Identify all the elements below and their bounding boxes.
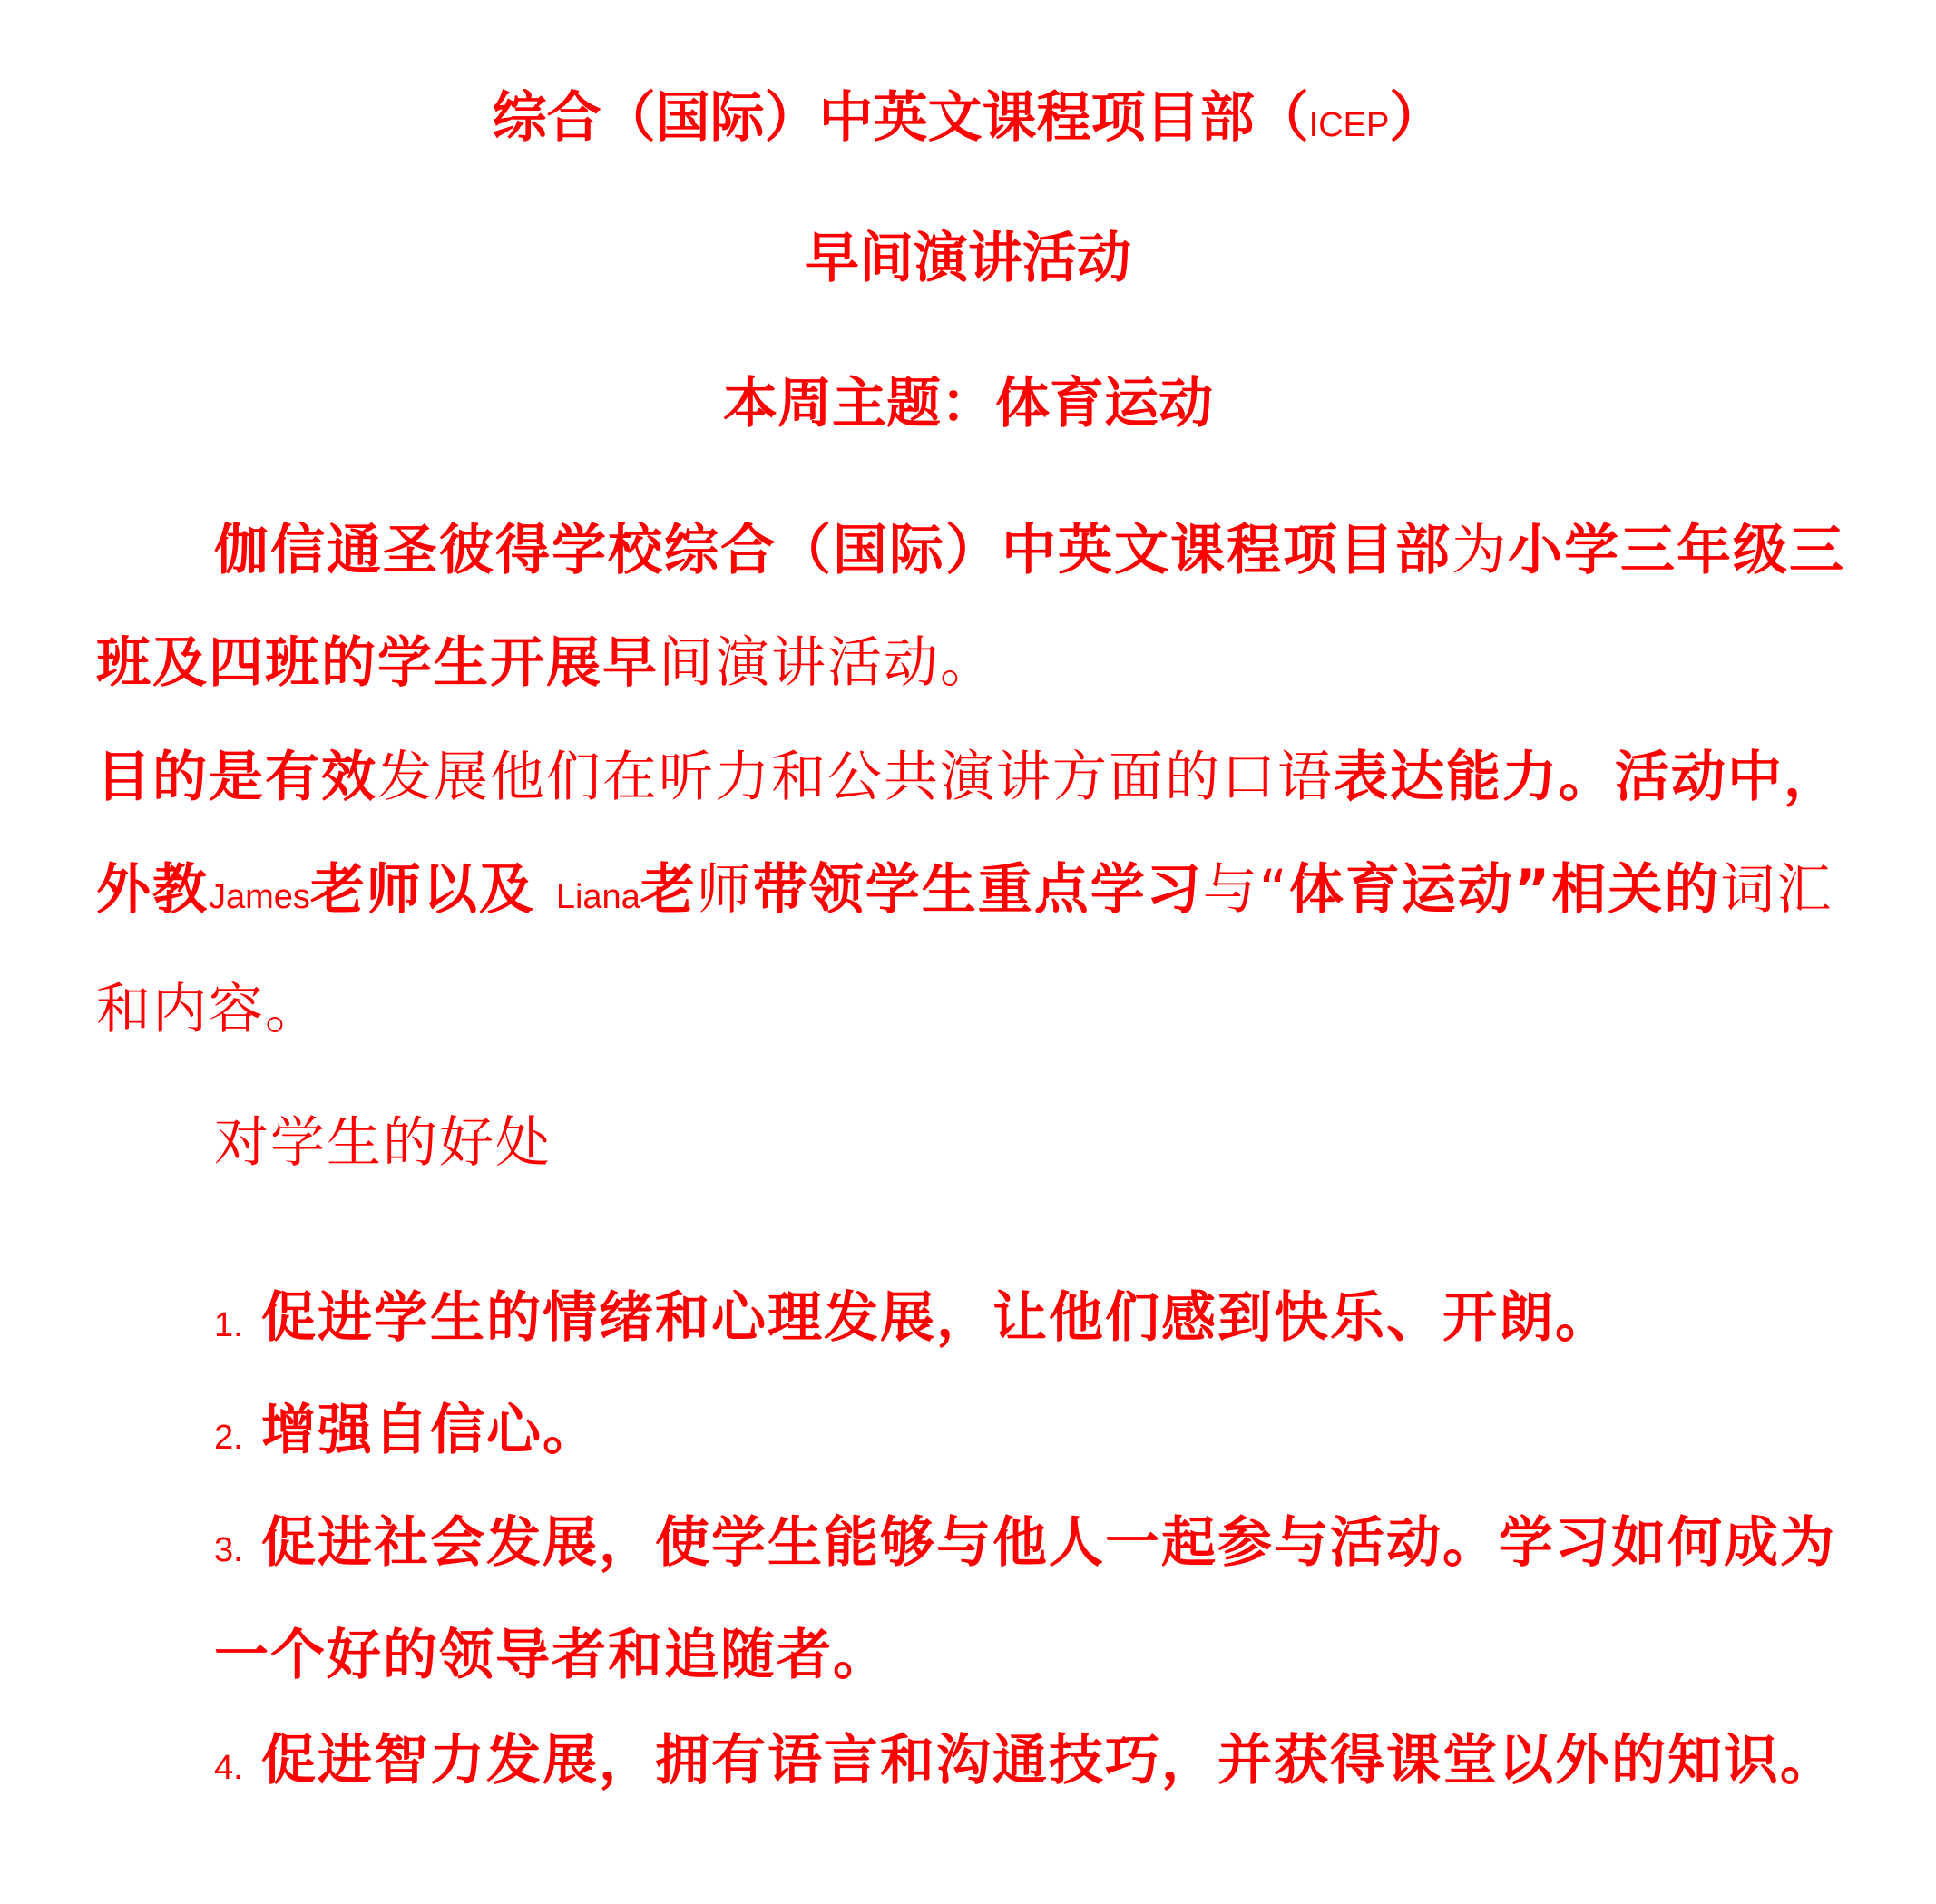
purpose-seg-2: 发展他们在听力和公共演讲方面的口语	[377, 746, 1334, 809]
list-item	[214, 1708, 1865, 1821]
intro-paragraph	[96, 494, 1865, 719]
purpose-seg-9: 体育运动”相关的	[1288, 858, 1721, 922]
document-title-activity: 早间演讲活动	[805, 227, 1131, 290]
list-item-number: 4.	[214, 1749, 243, 1787]
purpose-paragraph	[96, 721, 1865, 1066]
teacher-name-james: James	[209, 878, 310, 916]
list-item	[214, 1265, 1865, 1378]
intro-seg-1: 伽信通圣彼得学校综合（国际）中英文课程项目部	[214, 519, 1452, 582]
purpose-seg-1: 目的是有效	[96, 746, 377, 809]
list-item-text: 促进学生的情绪和心理发展，让他们感到快乐、开朗。	[261, 1286, 1611, 1350]
purpose-seg-10: 词汇和内容。	[96, 858, 1833, 1041]
title-department-abbrev: ICEP	[1308, 106, 1390, 144]
list-item-text: 促进社会发展，使学生能够与他人一起参与活动。学习如何成为一个好的领导者和追随者。	[214, 1511, 1836, 1687]
list-item-number: 1.	[214, 1306, 243, 1344]
list-item-number: 2.	[214, 1419, 243, 1457]
list-item-number: 3.	[214, 1531, 243, 1569]
benefits-heading: 对学生的好处	[214, 1111, 552, 1175]
purpose-seg-6: 师	[696, 858, 753, 922]
title-department-cn-part-b: ）	[1389, 86, 1444, 150]
purpose-seg-5: 老	[640, 858, 697, 922]
teacher-name-liana: Liana	[555, 878, 640, 916]
list-item-text: 促进智力发展，拥有语言和沟通技巧，并获得课堂以外的知识。	[261, 1729, 1836, 1792]
document-title-theme: 本周主题：体育运动	[723, 372, 1213, 435]
purpose-seg-8: 与“	[1202, 858, 1289, 922]
intro-seg-3: 小学三年级三班及四班的学生开展早	[96, 519, 1845, 695]
title-department-cn-part-a: 综合（国际）中英文课程项目部（	[492, 86, 1309, 150]
purpose-seg-3: 表达能力。活动中，外教	[96, 746, 1840, 922]
purpose-seg-4: 老师以及	[309, 858, 556, 922]
purpose-seg-7: 带领学生重点学习	[752, 858, 1203, 922]
list-item-text: 增强自信心。	[261, 1399, 599, 1462]
list-item	[214, 1490, 1865, 1708]
intro-seg-2: 为	[1452, 519, 1508, 582]
list-item	[214, 1378, 1865, 1490]
benefits-list	[214, 1265, 1865, 1821]
document-title-department	[0, 82, 1936, 161]
intro-seg-4: 间演讲活动。	[659, 631, 996, 695]
